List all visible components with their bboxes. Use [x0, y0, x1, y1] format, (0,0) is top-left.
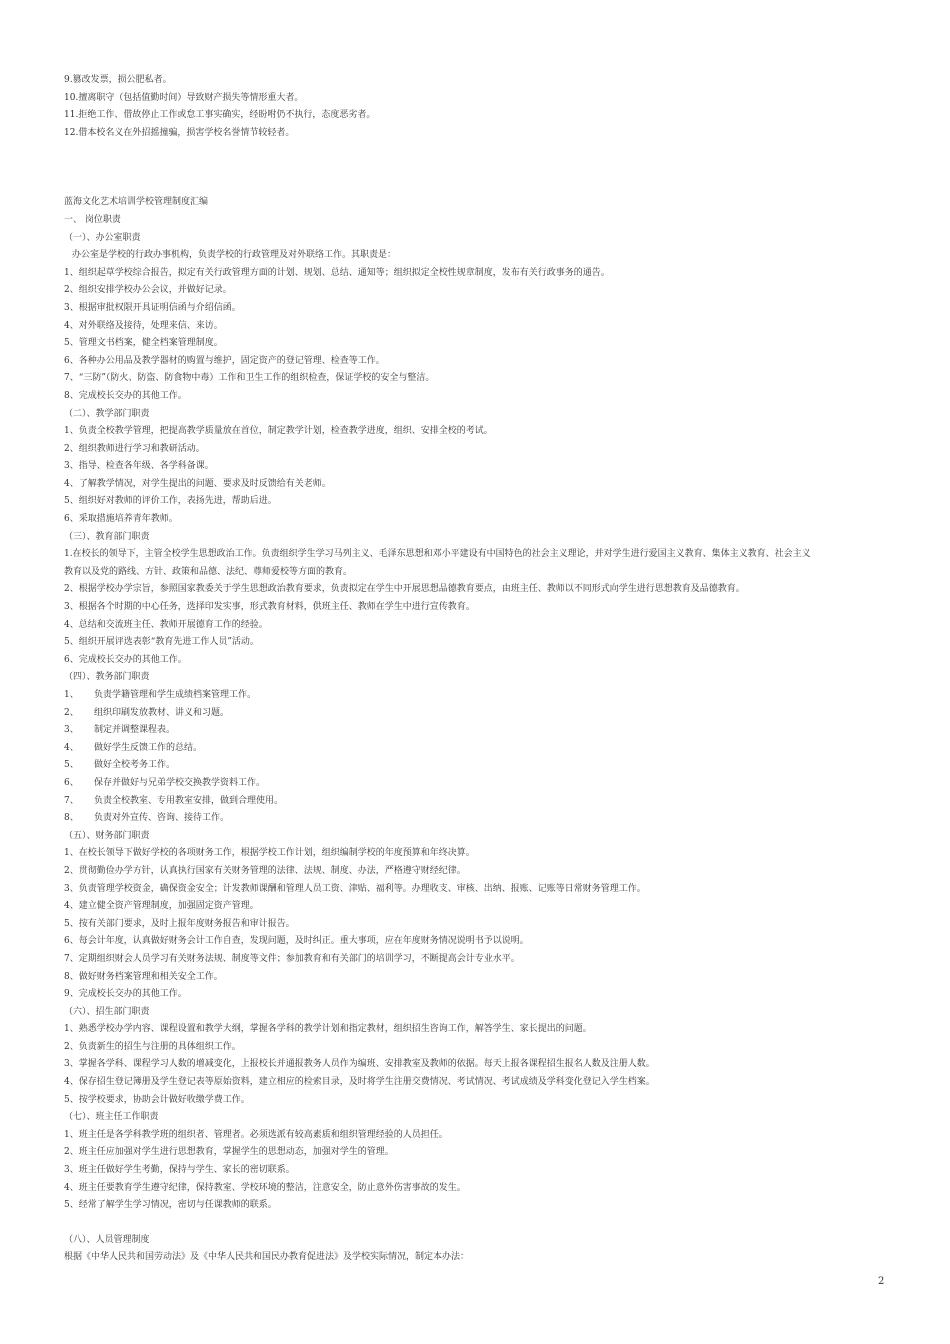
- page-number: 2: [878, 1276, 885, 1287]
- list-item: 1.在校长的领导下，主管全校学生思想政治工作。负责组织学生学习马列主义、毛泽东思想和邓小平建设有中国特色的社会主义理论，并对学生进行爱国主义教育、集体主义教育、社会主义: [64, 549, 811, 560]
- list-item: 2、班主任应加强对学生进行思想教育，掌握学生的思想动态，加强对学生的管理。: [64, 1147, 394, 1158]
- section-intro: 办公室是学校的行政办事机构，负责学校的行政管理及对外联络工作。其职责是：: [72, 250, 397, 261]
- item-text: 制定并调整课程表。: [94, 725, 176, 736]
- list-item: 6、完成校长交办的其他工作。: [64, 654, 187, 665]
- list-item: 3、指导、检查各年级、各学科备课。: [64, 461, 214, 472]
- list-item: 9.篡改发票，损公肥私者。: [64, 75, 172, 85]
- item-number: 1、: [64, 690, 79, 700]
- list-item: 5、经常了解学生学习情况，密切与任课教师的联系。: [64, 1200, 277, 1211]
- list-item: 5、组织开展评选表彰“教育先进工作人员”活动。: [64, 637, 259, 648]
- section-finance: [64, 828, 894, 1004]
- list-item: [64, 810, 894, 828]
- list-item: 5、按学校要求，协助会计做好收缴学费工作。: [64, 1094, 250, 1105]
- list-item: 9、完成校长交办的其他工作。: [64, 989, 187, 1000]
- list-item: 3、班主任做好学生考勤，保持与学生、家长的密切联系。: [64, 1165, 295, 1176]
- list-item: 4、了解教学情况，对学生提出的问题、要求及时反馈给有关老师。: [64, 478, 331, 489]
- list-item: 2、组织安排学校办公会议，并做好记录。: [64, 285, 232, 296]
- list-item: 2、贯彻勤俭办学方针，认真执行国家有关财务管理的法律、法规、制度、办法，严格遵守财经纪律。: [64, 865, 466, 876]
- section-heading: （三）、教育部门职责: [64, 531, 150, 542]
- list-item: 1、负责全校教学管理，把提高教学质量放在首位，制定教学计划，检查教学进度，组织、安排全校的考试。: [64, 426, 493, 437]
- list-item: 教育以及党的路线、方针、政策和品德、法纪、尊师爱校等方面的教育。: [64, 566, 353, 577]
- item-text: 负责对外宣传、咨询、接待工作。: [94, 813, 230, 824]
- list-item: 6、每会计年度，认真做好财务会计工作自查，发现问题，及时纠正。重大事项，应在年度财务情况说明书予以说明。: [64, 936, 529, 947]
- part-heading: 一、 岗位职责: [64, 214, 121, 225]
- list-item: 1、组织起草学校综合报告，拟定有关行政管理方面的计划、规划、总结、通知等；组织拟定全校性规章制度，发布有关行政事务的通告。: [64, 267, 610, 278]
- item-number: 3、: [64, 725, 79, 736]
- top-list: [64, 72, 894, 142]
- item-number: 7、: [64, 795, 79, 806]
- list-item: [64, 775, 894, 793]
- section-class-teacher: [64, 1109, 894, 1215]
- list-item: 3、根据各个时期的中心任务，选择印发实事，形式教育材料，供班主任、教师在学生中进行宣传教育。: [64, 602, 475, 613]
- section-heading: （四）、教务部门职责: [64, 672, 150, 683]
- list-item: 3、负责管理学校资金，确保资金安全；计发教师课酬和管理人员工资、津贴、福利等。办理收支、审核、出纳、报账、记账等日常财务管理工作。: [64, 883, 646, 894]
- list-item: 7、定期组织财会人员学习有关财务法规、制度等文件；参加教育和有关部门的培训学习，不断提高会计专业水平。: [64, 953, 520, 964]
- section-office: [64, 230, 894, 406]
- list-item: 4、保存招生登记簿册及学生登记表等原始资料，建立相应的检索目录，及时将学生注册交费情况、考试情况、考试成绩及学科变化登记入学生档案。: [64, 1077, 655, 1088]
- list-item: 4、班主任要教育学生遵守纪律，保持教室、学校环境的整洁，注意安全，防止意外伤害事故的发生。: [64, 1182, 466, 1193]
- list-item: 2、组织教师进行学习和教研活动。: [64, 443, 205, 454]
- item-text: 保存并做好与兄弟学校交换教学资料工作。: [94, 777, 266, 788]
- list-item: 4、总结和交流班主任、教师开展德育工作的经验。: [64, 619, 268, 630]
- list-item: 11.拒绝工作、借故停止工作或怠工事实确实，经盼咐仍不执行，态度恶劣者。: [64, 110, 376, 121]
- item-number: 2、: [64, 707, 79, 718]
- section-personnel: [64, 1232, 894, 1267]
- list-item: [64, 687, 894, 705]
- list-item: 1、班主任是各学科教学班的组织者、管理者。必须选派有较高素质和组织管理经验的人员担任。: [64, 1129, 448, 1140]
- list-item: [64, 757, 894, 775]
- section-heading: （六）、招生部门职责: [64, 1006, 150, 1017]
- item-text: 做好全校考务工作。: [94, 760, 176, 771]
- section-teaching: [64, 406, 894, 529]
- item-number: 8、: [64, 813, 79, 824]
- list-item: [64, 705, 894, 723]
- section-intro: 根据《中华人民共和国劳动法》及《中华人民共和国民办教育促进法》及学校实际情况，制定本办法：: [64, 1252, 470, 1263]
- section-heading: （七）、班主任工作职责: [64, 1112, 159, 1123]
- item-text: 负责学籍管理和学生成绩档案管理工作。: [94, 690, 257, 700]
- list-item: 6、各种办公用品及教学器材的购置与维护，固定资产的登记管理、检查等工作。: [64, 355, 385, 366]
- item-number: 4、: [64, 742, 79, 753]
- section-education: [64, 529, 894, 670]
- item-text: 做好学生反馈工作的总结。: [94, 742, 203, 753]
- item-text: 组织印刷发放教材、讲义和习题。: [94, 707, 230, 718]
- document-title: 蓝海文化艺术培训学校管理制度汇编: [64, 197, 209, 208]
- list-item: 6、采取措施培养青年教师。: [64, 514, 178, 525]
- section-heading: （八）、人员管理制度: [64, 1234, 150, 1245]
- list-item: [64, 793, 894, 811]
- item-number: 6、: [64, 777, 79, 788]
- list-item: 3、根据审批权限开具证明信函与介绍信函。: [64, 302, 241, 313]
- list-item: [64, 722, 894, 740]
- list-item: 12.借本校名义在外招摇撞骗，损害学校名誉情节较轻者。: [64, 127, 295, 138]
- section-heading: （二）、教学部门职责: [64, 408, 150, 419]
- list-item: 1、熟悉学校办学内容、课程设置和教学大纲，掌握各学科的教学计划和指定教材，组织招生咨询工作，解答学生、家长提出的问题。: [64, 1024, 592, 1035]
- list-item: 10.擅离职守（包括值勤时间）导致财产损失等情形重大者。: [64, 92, 304, 103]
- item-text: 负责全校教室、专用教室安排，做到合理使用。: [94, 795, 284, 806]
- list-item: 1、在校长领导下做好学校的各项财务工作，根据学校工作计划，组织编制学校的年度预算和年终决算。: [64, 848, 475, 859]
- list-item: 5、组织好对教师的评价工作，表扬先进，帮助后进。: [64, 496, 277, 507]
- section-academic-affairs: [64, 669, 894, 827]
- list-item: 3、掌握各学科、课程学习人数的增减变化，上报校长并通报教务人员作为编班、安排教室及教师的依据。每天上报各课程招生报名人数及注册人数。: [64, 1059, 655, 1070]
- list-item: [64, 740, 894, 758]
- list-item: 5、按有关部门要求，及时上报年度财务报告和审计报告。: [64, 918, 295, 929]
- list-item: 7、“三防”（防火、防盗、防食物中毒）工作和卫生工作的组织检查，保证学校的安全与整洁。: [64, 373, 435, 384]
- section-admissions: [64, 1004, 894, 1110]
- list-item: 8、做好财务档案管理和相关安全工作。: [64, 971, 223, 982]
- list-item: 2、负责新生的招生与注册的具体组织工作。: [64, 1041, 241, 1052]
- section-heading: （五）、财务部门职责: [64, 830, 150, 841]
- list-item: 5、管理文书档案，健全档案管理制度。: [64, 338, 223, 349]
- list-item: 8、完成校长交办的其他工作。: [64, 390, 187, 401]
- list-item: 4、对外联络及接待，处理来信、来访。: [64, 320, 223, 331]
- section-heading: （一）、办公室职责: [64, 232, 141, 243]
- item-number: 5、: [64, 760, 79, 771]
- list-item: 4、建立健全资产管理制度，加强固定资产管理。: [64, 901, 259, 912]
- list-item: 2、根据学校办学宗旨，参照国家教委关于学生思想政治教育要求，负责拟定在学生中开展思想品德教育要点，由班主任、教师以不同形式向学生进行思想教育及品德教育。: [64, 584, 745, 595]
- document-page: [64, 72, 894, 1267]
